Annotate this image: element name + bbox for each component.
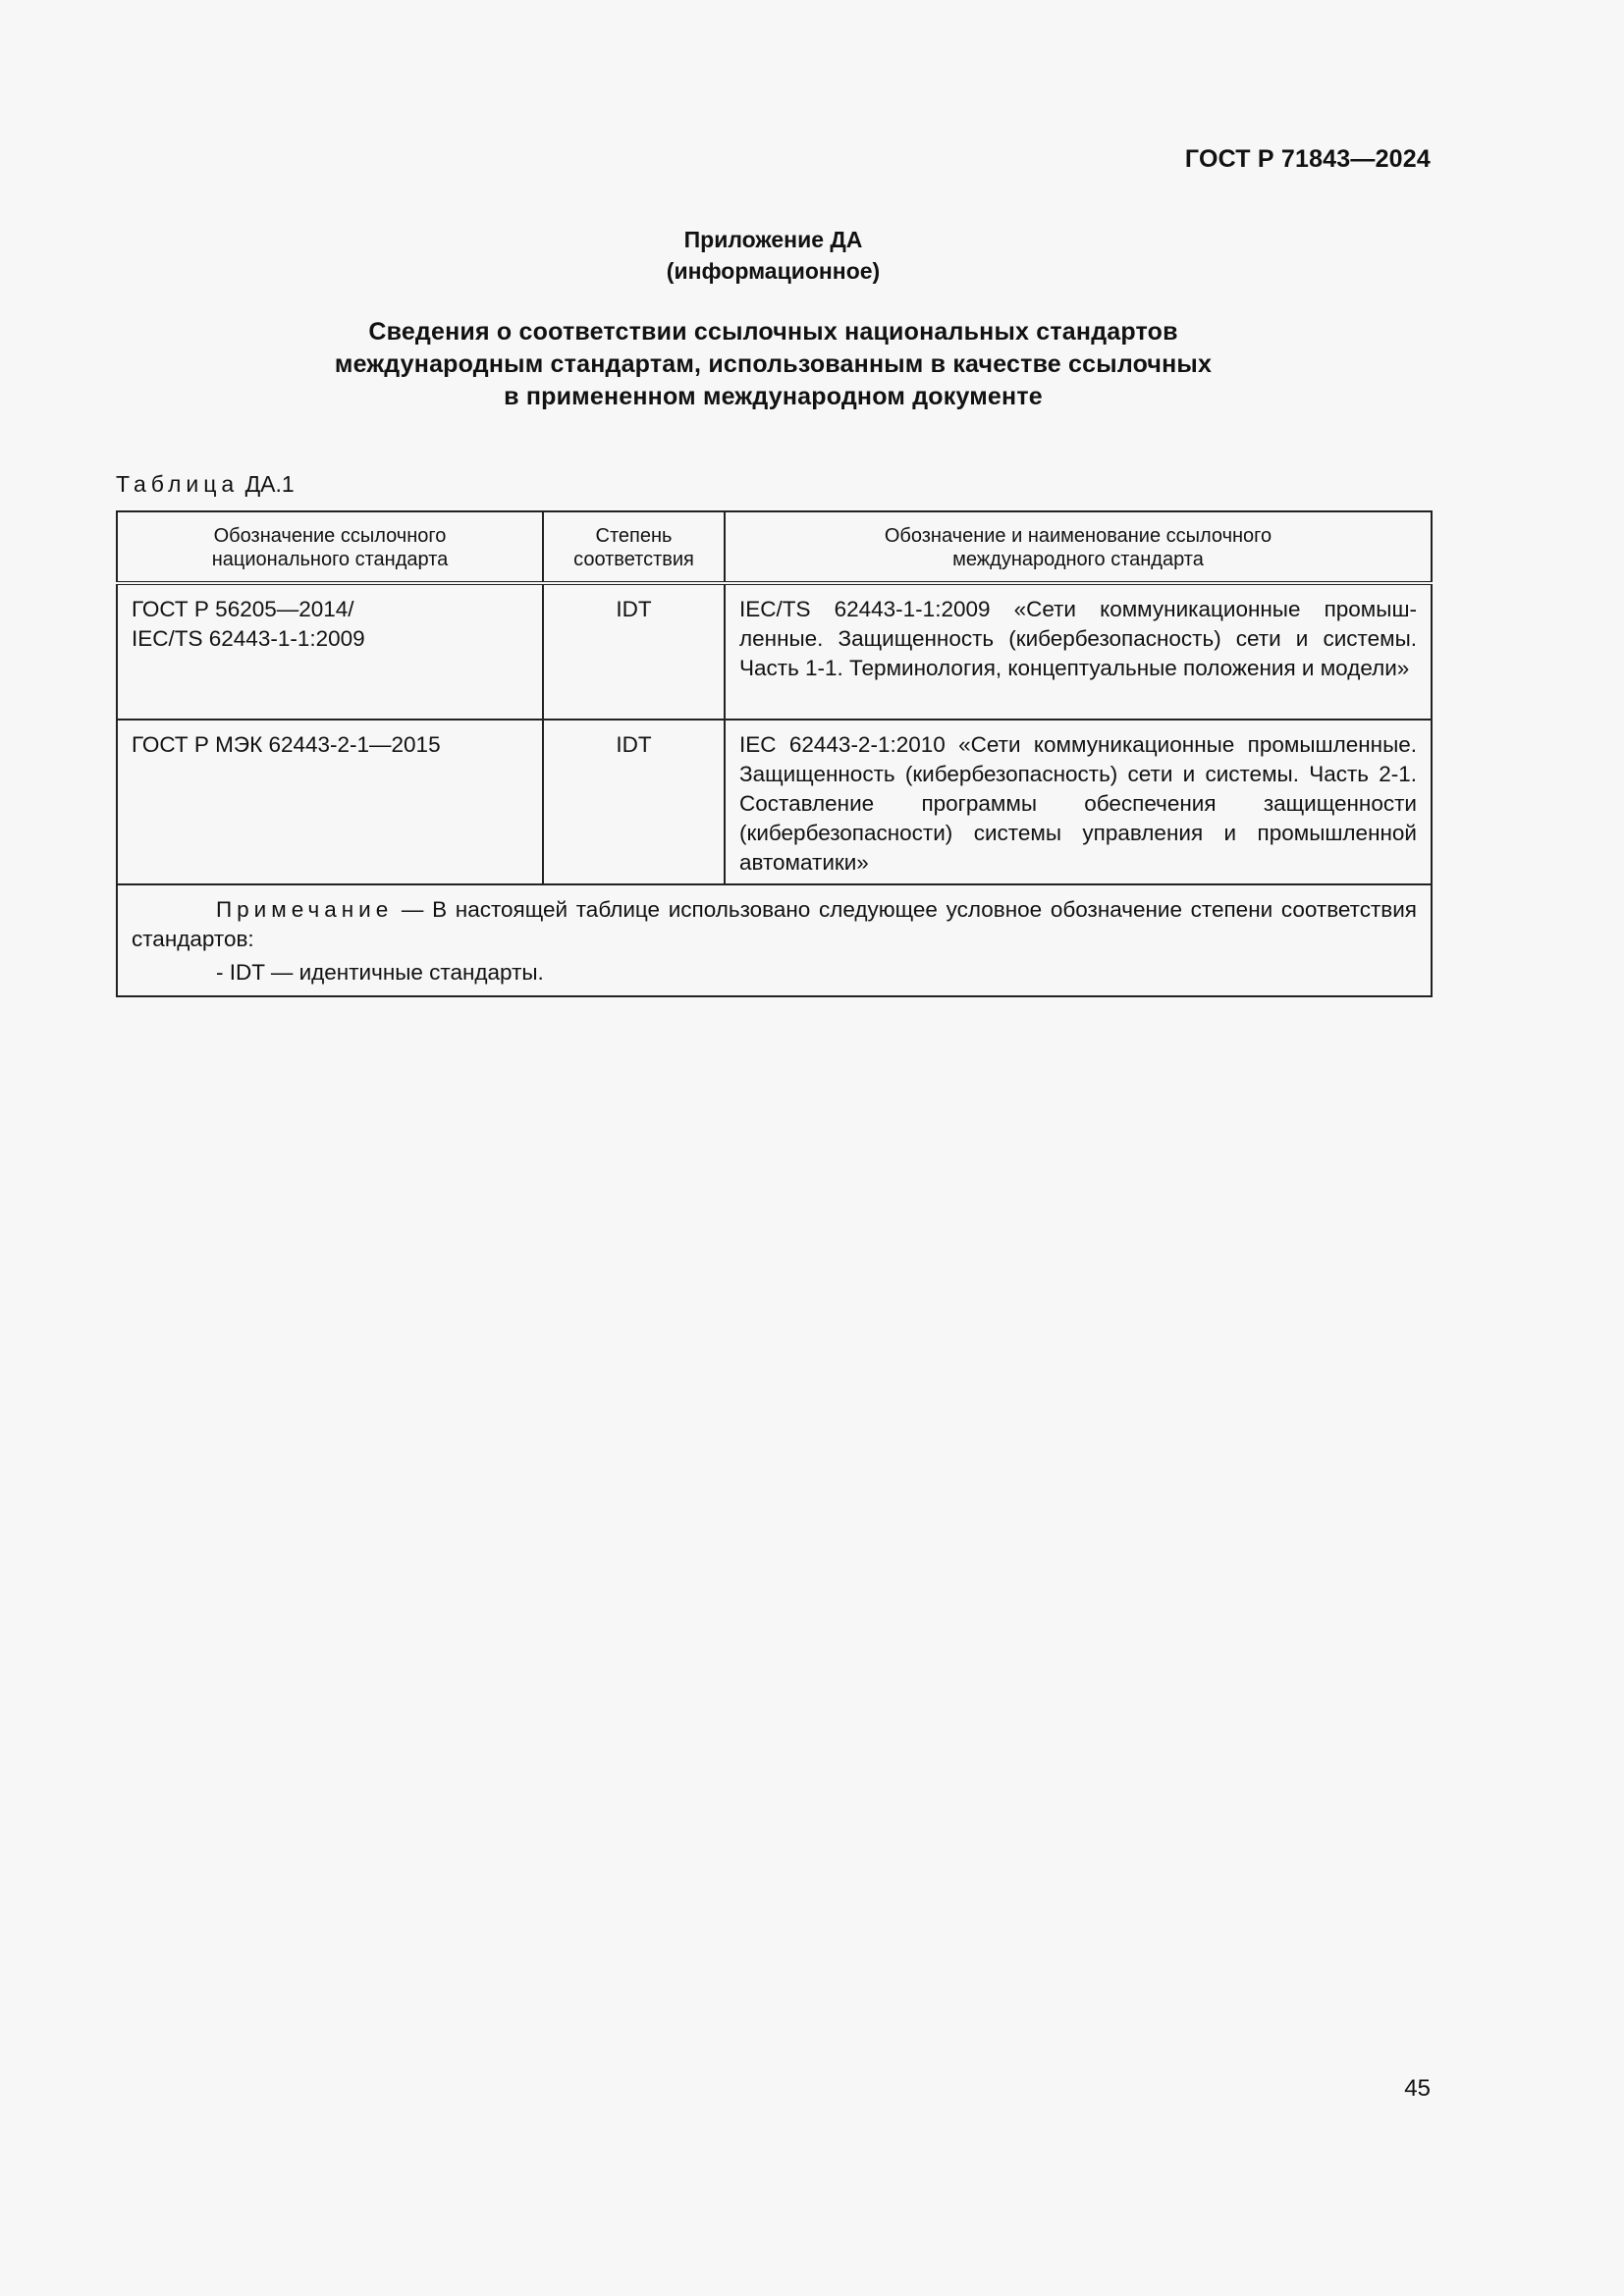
section-title-line: Сведения о соответствии ссылочных национальных стандартов: [368, 318, 1178, 346]
appendix-status: (информационное): [666, 258, 881, 284]
column-header-degree: Степень соответствия: [543, 511, 725, 583]
table-caption-word: Таблица: [116, 471, 240, 497]
column-header-international-standard: Обозначение и наименование ссылочного международного стандарта: [725, 511, 1432, 583]
note-label: Примечание: [216, 897, 394, 922]
appendix-heading: [116, 224, 1431, 287]
degree-cell: IDT: [543, 583, 725, 720]
table-row: [117, 583, 1432, 720]
column-header-national-standard: Обозначение ссылочного национального стандарта: [117, 511, 543, 583]
table-note-row: [117, 884, 1432, 996]
international-standard-cell: IEC/TS 62443-1-1:2009 «Сети коммуникационные промышленные. Защищенность (кибербезопасность) сети и системы. Часть 1-1. Терминология, концептуальные положения и модели»: [725, 583, 1432, 720]
section-title: [116, 316, 1431, 413]
national-standard-cell: ГОСТ Р МЭК 62443-2-1—2015: [117, 720, 543, 884]
note-list-item: - IDT — идентичные стандарты.: [216, 960, 544, 985]
national-standard-cell: ГОСТ Р 56205—2014/ IEC/TS 62443-1-1:2009: [117, 583, 543, 720]
table-header-row: [117, 511, 1432, 583]
appendix-title: Приложение ДА: [683, 227, 863, 252]
table-caption-number: ДА.1: [244, 471, 295, 497]
table-caption: [116, 471, 295, 498]
table-note: [117, 884, 1432, 996]
section-title-line: международным стандартам, использованным в качестве ссылочных: [334, 350, 1213, 378]
degree-cell: IDT: [543, 720, 725, 884]
section-title-line: в примененном международном документе: [504, 383, 1043, 410]
page-number: 45: [1404, 2075, 1431, 2102]
document-standard-id: ГОСТ Р 71843—2024: [1184, 145, 1431, 173]
international-standard-cell: IEC 62443-2-1:2010 «Сети коммуникационные промышленные. Защищенность (кибербезопасность) сети и системы. Часть 2-1. Составление программы обеспечения защищенности (кибербезопасности) системы управления и промышленной автоматики»: [725, 720, 1432, 884]
note-text: — В настоящей таблице использовано следующее условное обозначение степени соответствия стандартов:: [132, 897, 1417, 951]
table-row: [117, 720, 1432, 884]
standards-correspondence-table: [116, 510, 1433, 997]
